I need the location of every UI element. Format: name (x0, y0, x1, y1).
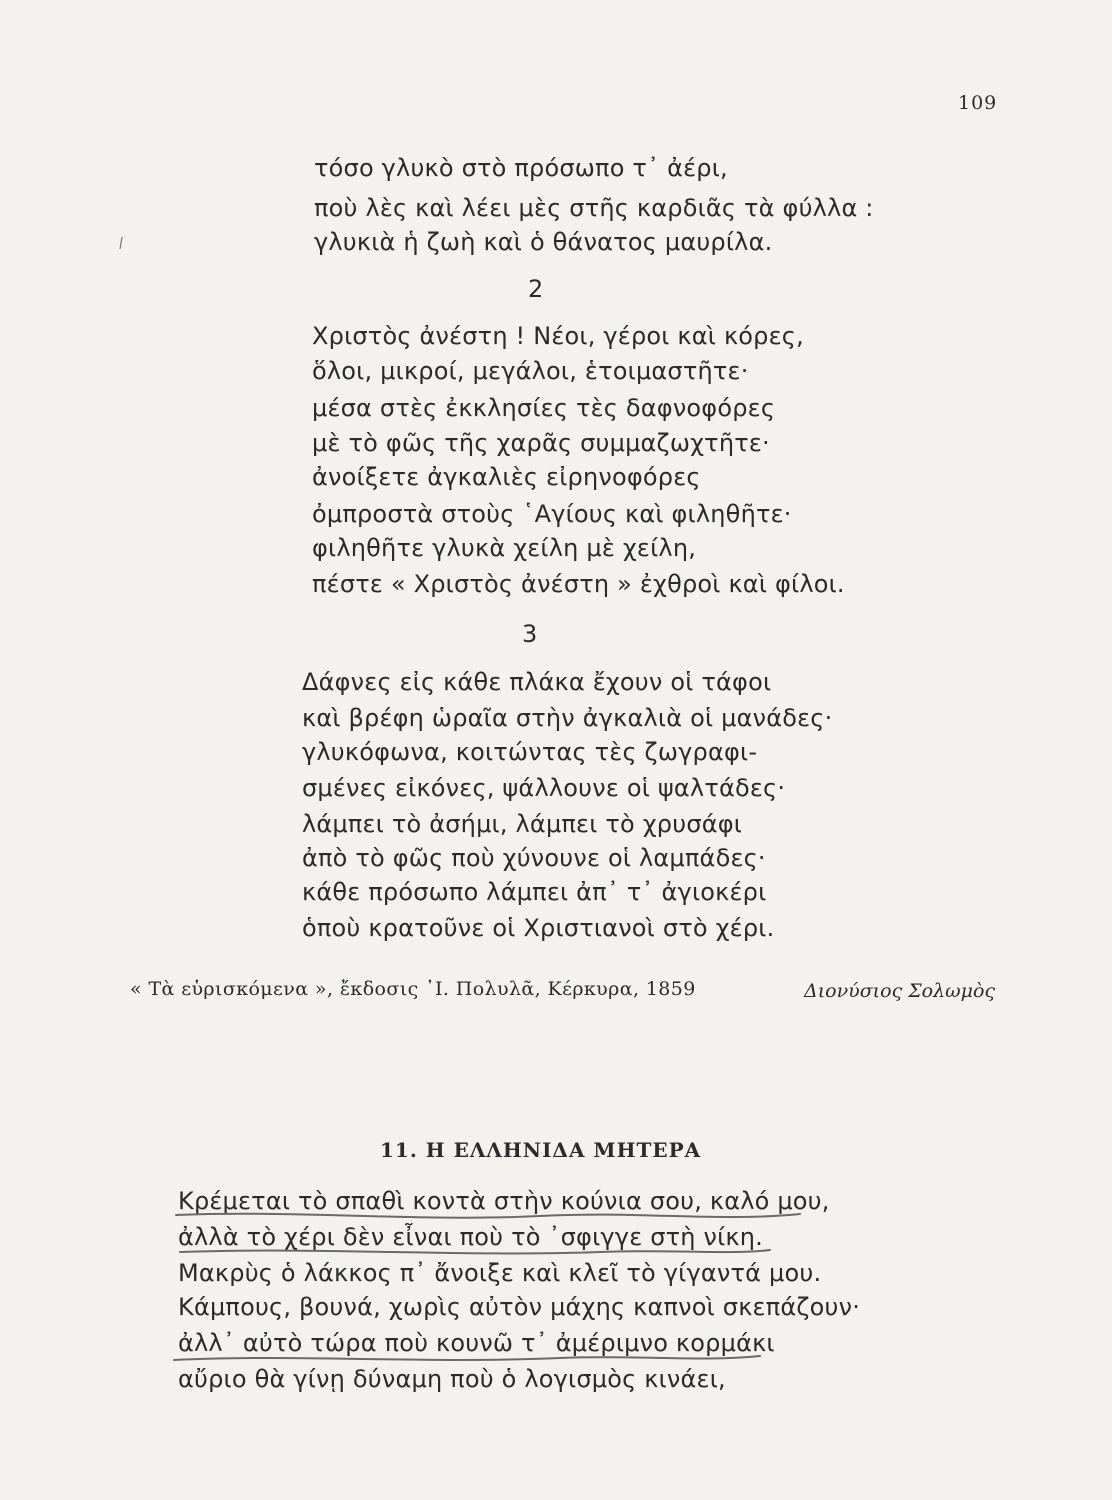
verse-line: Δάφνες εἰς κάθε πλάκα ἔχουν οἱ τάφοι (302, 668, 772, 696)
verse-line: φιληθῆτε γλυκὰ χείλη μὲ χείλη, (312, 534, 697, 562)
verse-line: Κάμπους, βουνά, χωρὶς αὐτὸν μάχης καπνοὶ σκεπάζουν· (178, 1293, 861, 1321)
stanza-number: 3 (522, 620, 538, 648)
author-signature: Διονύσιος Σολωμὸς (804, 980, 996, 1002)
verse-line: ἀνοίξετε ἀγκαλιὲς εἰρηνοφόρες (312, 463, 701, 491)
verse-line: καὶ βρέφη ὡραῖα στὴν ἀγκαλιὰ οἱ μανάδες· (302, 704, 833, 732)
verse-line: Χριστὸς ἀνέστη ! Νέοι, γέροι καὶ κόρες, (312, 322, 804, 350)
verse-line: Μακρὺς ὁ λάκκος π᾽ ἄνοιξε καὶ κλεῖ τὸ γίγαντά μου. (178, 1259, 822, 1287)
page-number: 109 (958, 92, 998, 114)
verse-line: ἀλλ᾽ αὐτὸ τώρα ποὺ κουνῶ τ᾽ ἀμέριμνο κορμάκι (178, 1329, 775, 1357)
verse-line: ἀπὸ τὸ φῶς ποὺ χύνουνε οἱ λαμπάδες· (302, 844, 766, 872)
stanza-number: 2 (528, 275, 544, 303)
verse-line: πέστε « Χριστὸς ἀνέστη » ἐχθροὶ καὶ φίλοι. (312, 570, 845, 598)
verse-line: αὔριο θὰ γίνῃ δύναμη ποὺ ὁ λογισμὸς κινάει, (178, 1365, 726, 1393)
verse-line: λάμπει τὸ ἀσήμι, λάμπει τὸ χρυσάφι (302, 810, 743, 838)
verse-line: ὀμπροστὰ στοὺς ῾Αγίους καὶ φιληθῆτε· (312, 500, 792, 528)
source-citation: « Τὰ εὑρισκόμενα », ἔκδοσις ᾽Ι. Πολυλᾶ, Κέρκυρα, 1859 (130, 978, 696, 1000)
verse-line: ὁποὺ κρατοῦνε οἱ Χριστιανοὶ στὸ χέρι. (302, 914, 775, 942)
verse-line: Κρέμεται τὸ σπαθὶ κοντὰ στὴν κούνια σου, καλό μου, (178, 1187, 830, 1215)
verse-line: μέσα στὲς ἐκκλησίες τὲς δαφνοφόρες (312, 394, 776, 422)
verse-line: γλυκιὰ ἡ ζωὴ καὶ ὁ θάνατος μαυρίλα. (314, 228, 773, 256)
section-title: 11. Η ΕΛΛΗΝΙΔΑ ΜΗΤΕΡΑ (380, 1138, 702, 1162)
verse-line: κάθε πρόσωπο λάμπει ἀπ᾽ τ᾽ ἀγιοκέρι (302, 878, 767, 906)
verse-line: σμένες εἰκόνες, ψάλλουνε οἱ ψαλτάδες· (302, 774, 786, 802)
verse-line: ποὺ λὲς καὶ λέει μὲς στῆς καρδιᾶς τὰ φύλλα : (314, 194, 874, 222)
verse-line: ἀλλὰ τὸ χέρι δὲν εἶναι ποὺ τὸ ᾽σφιγγε στὴ νίκη. (178, 1223, 764, 1251)
verse-line: μὲ τὸ φῶς τῆς χαρᾶς συμμαζωχτῆτε· (312, 429, 770, 457)
verse-line: γλυκόφωνα, κοιτώντας τὲς ζωγραφι- (302, 738, 758, 766)
stray-pencil-mark (118, 236, 124, 255)
verse-line: τόσο γλυκὸ στὸ πρόσωπο τ᾽ ἀέρι, (314, 154, 728, 182)
verse-line: ὅλοι, μικροί, μεγάλοι, ἑτοιμαστῆτε· (312, 357, 749, 385)
